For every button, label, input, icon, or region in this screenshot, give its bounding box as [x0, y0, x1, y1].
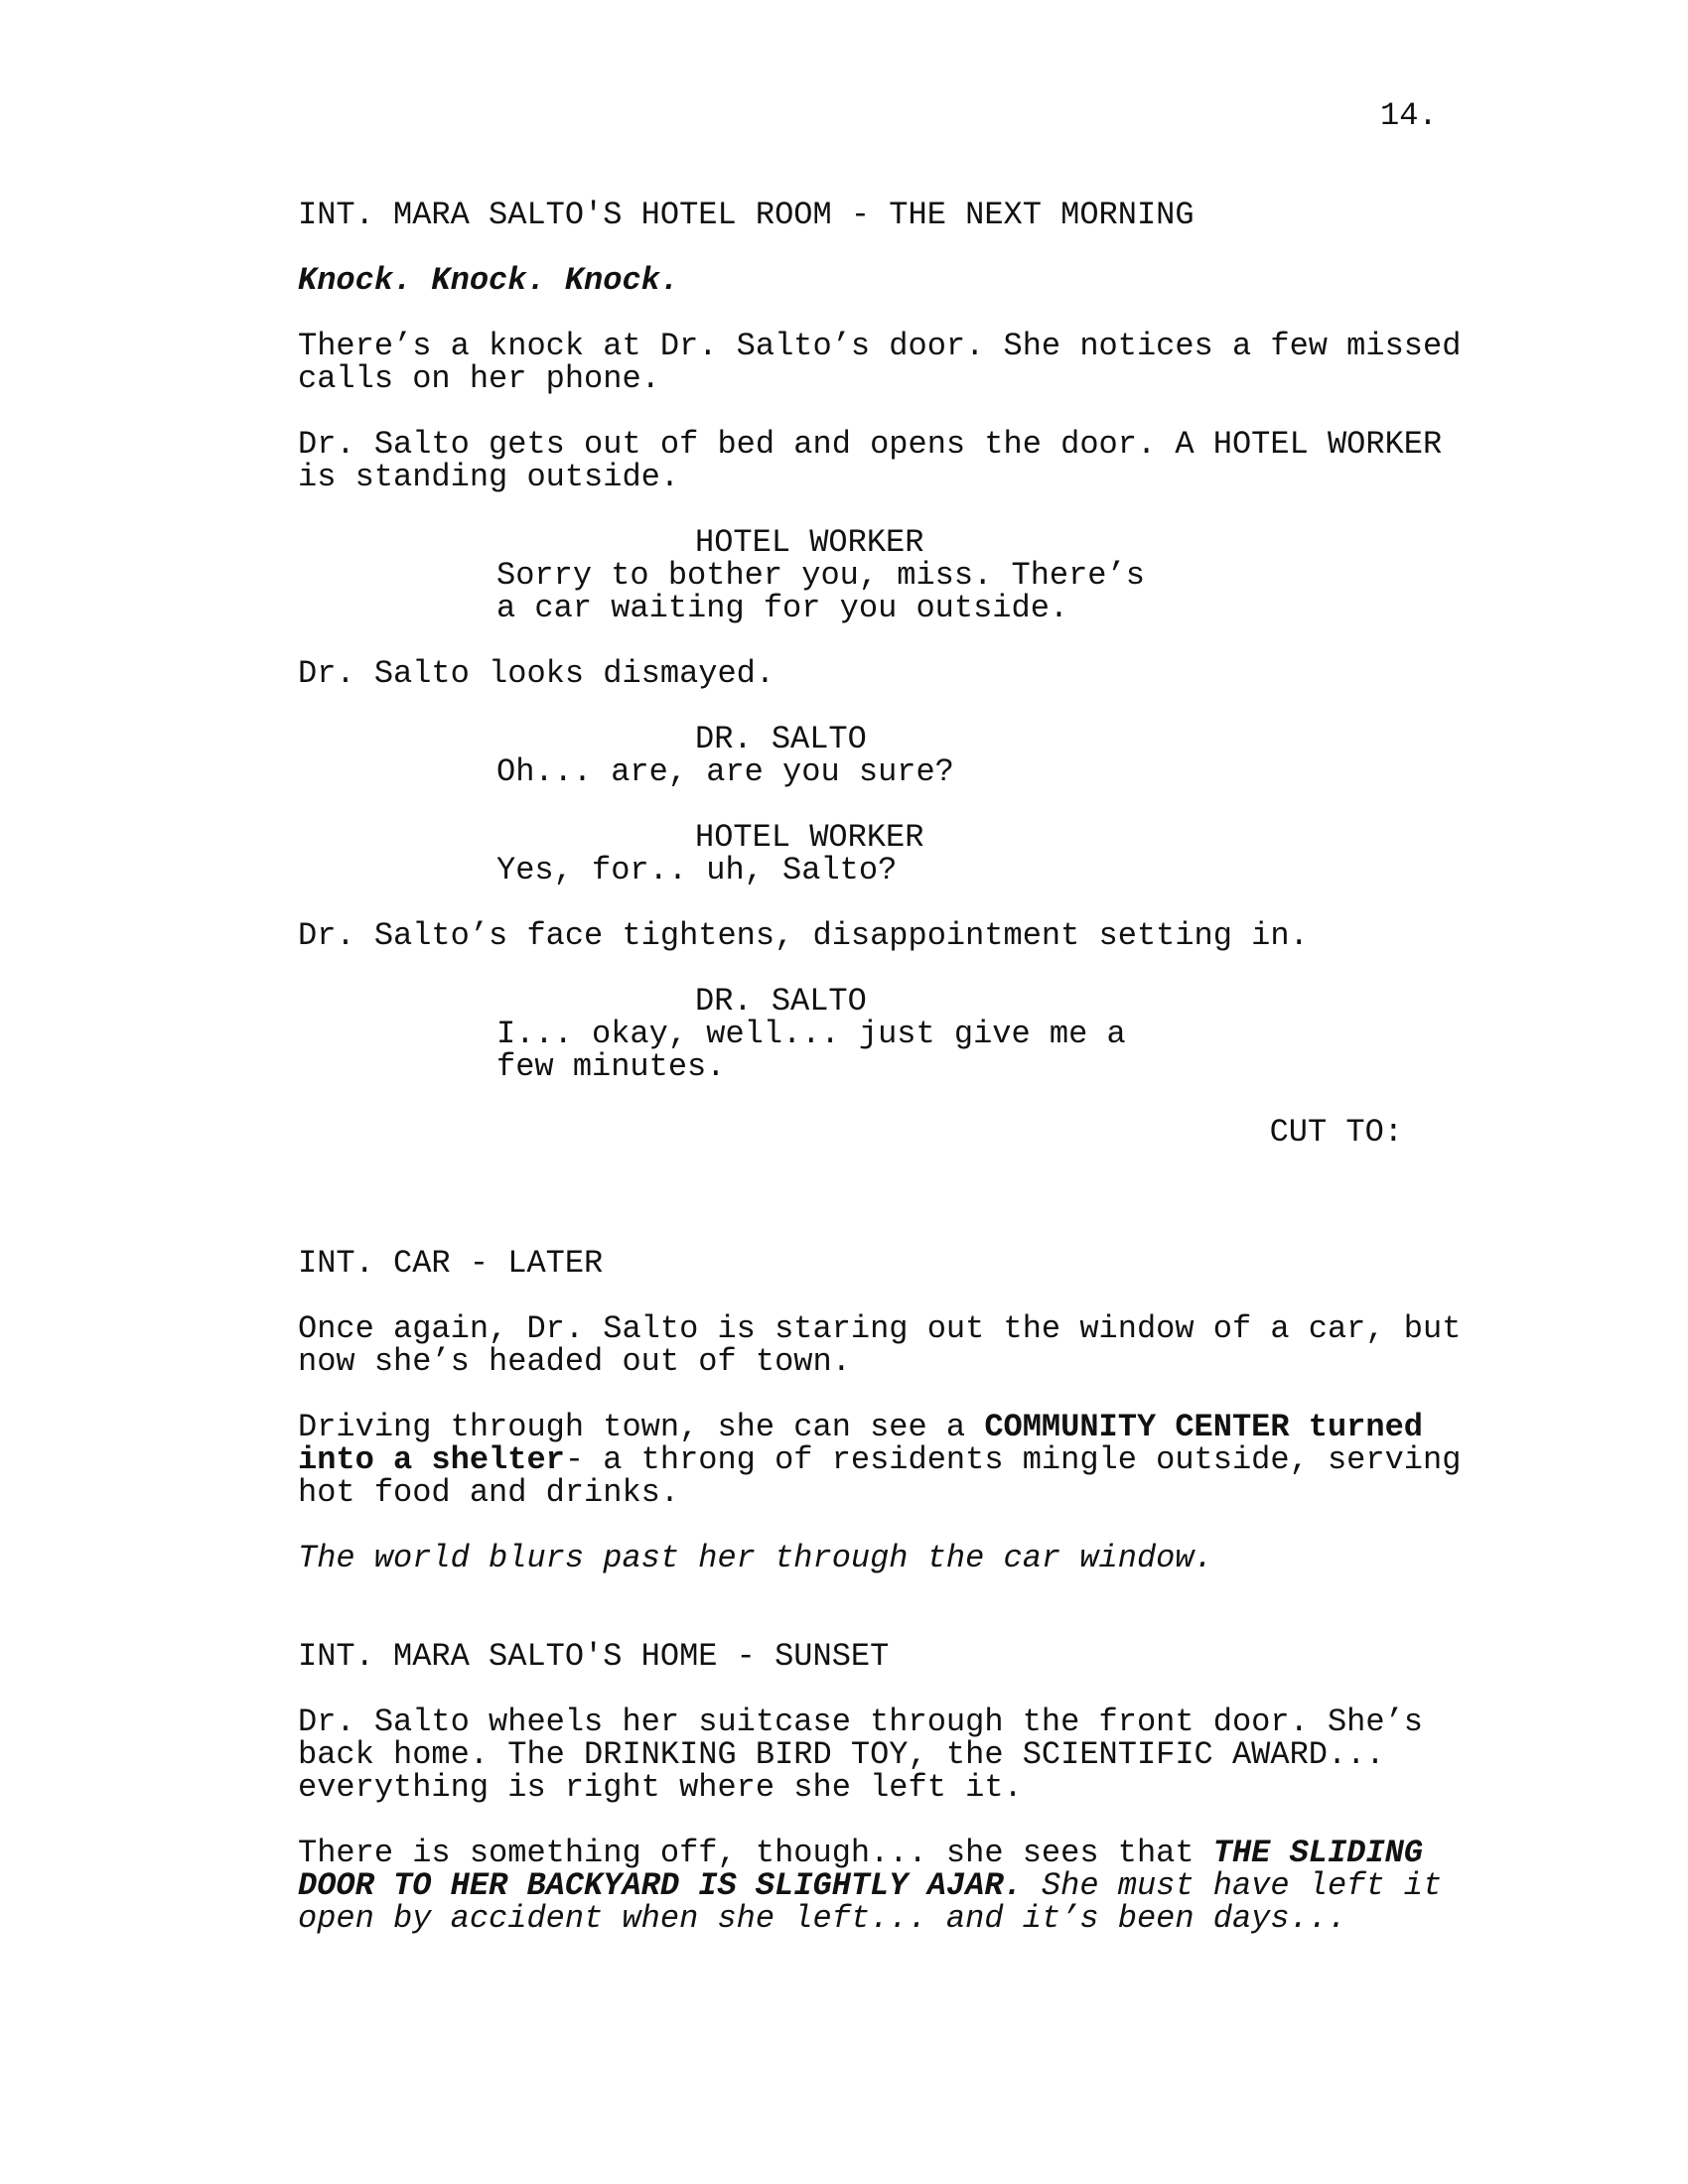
action-sliding-door: [298, 1837, 1489, 1935]
page-number: 14.: [1380, 97, 1438, 134]
dialogue-line: Oh... are, are you sure?: [496, 753, 954, 790]
emphasis-shelter: into a shelter: [298, 1441, 565, 1478]
action-community-center: [298, 1411, 1489, 1509]
action-line: is standing outside.: [298, 459, 680, 495]
action-text: There is something off, though... she sees that: [298, 1835, 1213, 1871]
dialogue-line: I... okay, well... just give me a: [496, 1016, 1126, 1052]
action-face-tightens: Dr. Salto’s face tightens, disappointment setting in.: [298, 917, 1309, 954]
character-cue-hotel-worker: HOTEL WORKER: [695, 819, 924, 856]
emphasis-backyard-ajar: DOOR TO HER BACKYARD IS SLIGHTLY AJAR.: [298, 1867, 1023, 1904]
action-line: Once again, Dr. Salto is staring out the window of a car, but: [298, 1310, 1462, 1347]
transition-cut-to: CUT TO:: [1269, 1114, 1403, 1151]
scene-heading-car: INT. CAR - LATER: [298, 1245, 604, 1282]
action-dismayed: Dr. Salto looks dismayed.: [298, 655, 775, 692]
action-line: There’s a knock at Dr. Salto’s door. She notices a few missed: [298, 328, 1462, 364]
action-back-home: [298, 1706, 1489, 1804]
scene-heading-home: INT. MARA SALTO'S HOME - SUNSET: [298, 1638, 890, 1675]
character-cue-hotel-worker: HOTEL WORKER: [695, 524, 924, 561]
action-line: Dr. Salto wheels her suitcase through the front door. She’s: [298, 1704, 1423, 1740]
action-line: everything is right where she left it.: [298, 1769, 1023, 1806]
action-line: open by accident when she left... and it’s been days...: [298, 1900, 1347, 1937]
action-line: Dr. Salto gets out of bed and opens the door. A HOTEL WORKER: [298, 426, 1443, 463]
action-opens-door: [298, 428, 1489, 493]
screenplay-page: [298, 199, 1489, 1935]
action-world-blurs: The world blurs past her through the car window.: [298, 1540, 1213, 1576]
action-text: Driving through town, she can see a: [298, 1409, 985, 1445]
action-line: hot food and drinks.: [298, 1474, 680, 1511]
sound-effect-knock: Knock. Knock. Knock.: [298, 262, 680, 299]
dialogue-line: a car waiting for you outside.: [496, 590, 1069, 626]
action-line: now she’s headed out of town.: [298, 1343, 851, 1380]
action-text: - a throng of residents mingle outside, serving: [564, 1441, 1462, 1478]
character-cue-dr-salto: DR. SALTO: [695, 721, 867, 757]
action-line: [298, 1837, 1489, 1869]
action-line: [298, 1443, 1489, 1476]
emphasis-sliding-door: THE SLIDING: [1212, 1835, 1423, 1871]
emphasis-community-center: COMMUNITY CENTER turned: [984, 1409, 1423, 1445]
action-line: [298, 1869, 1489, 1902]
action-line: [298, 1411, 1489, 1443]
dialogue-line: Sorry to bother you, miss. There’s: [496, 557, 1145, 594]
action-text-italic: She must have left it: [1022, 1867, 1443, 1904]
character-cue-dr-salto: DR. SALTO: [695, 983, 867, 1020]
dialogue-line: Yes, for.. uh, Salto?: [496, 852, 898, 888]
scene-heading-hotel-room: INT. MARA SALTO'S HOTEL ROOM - THE NEXT MORNING: [298, 197, 1195, 233]
dialogue-line: few minutes.: [496, 1048, 726, 1085]
action-staring-window: [298, 1312, 1489, 1378]
action-line: calls on her phone.: [298, 360, 660, 397]
action-knock-door: [298, 330, 1489, 395]
action-line: back home. The DRINKING BIRD TOY, the SCIENTIFIC AWARD...: [298, 1736, 1385, 1773]
